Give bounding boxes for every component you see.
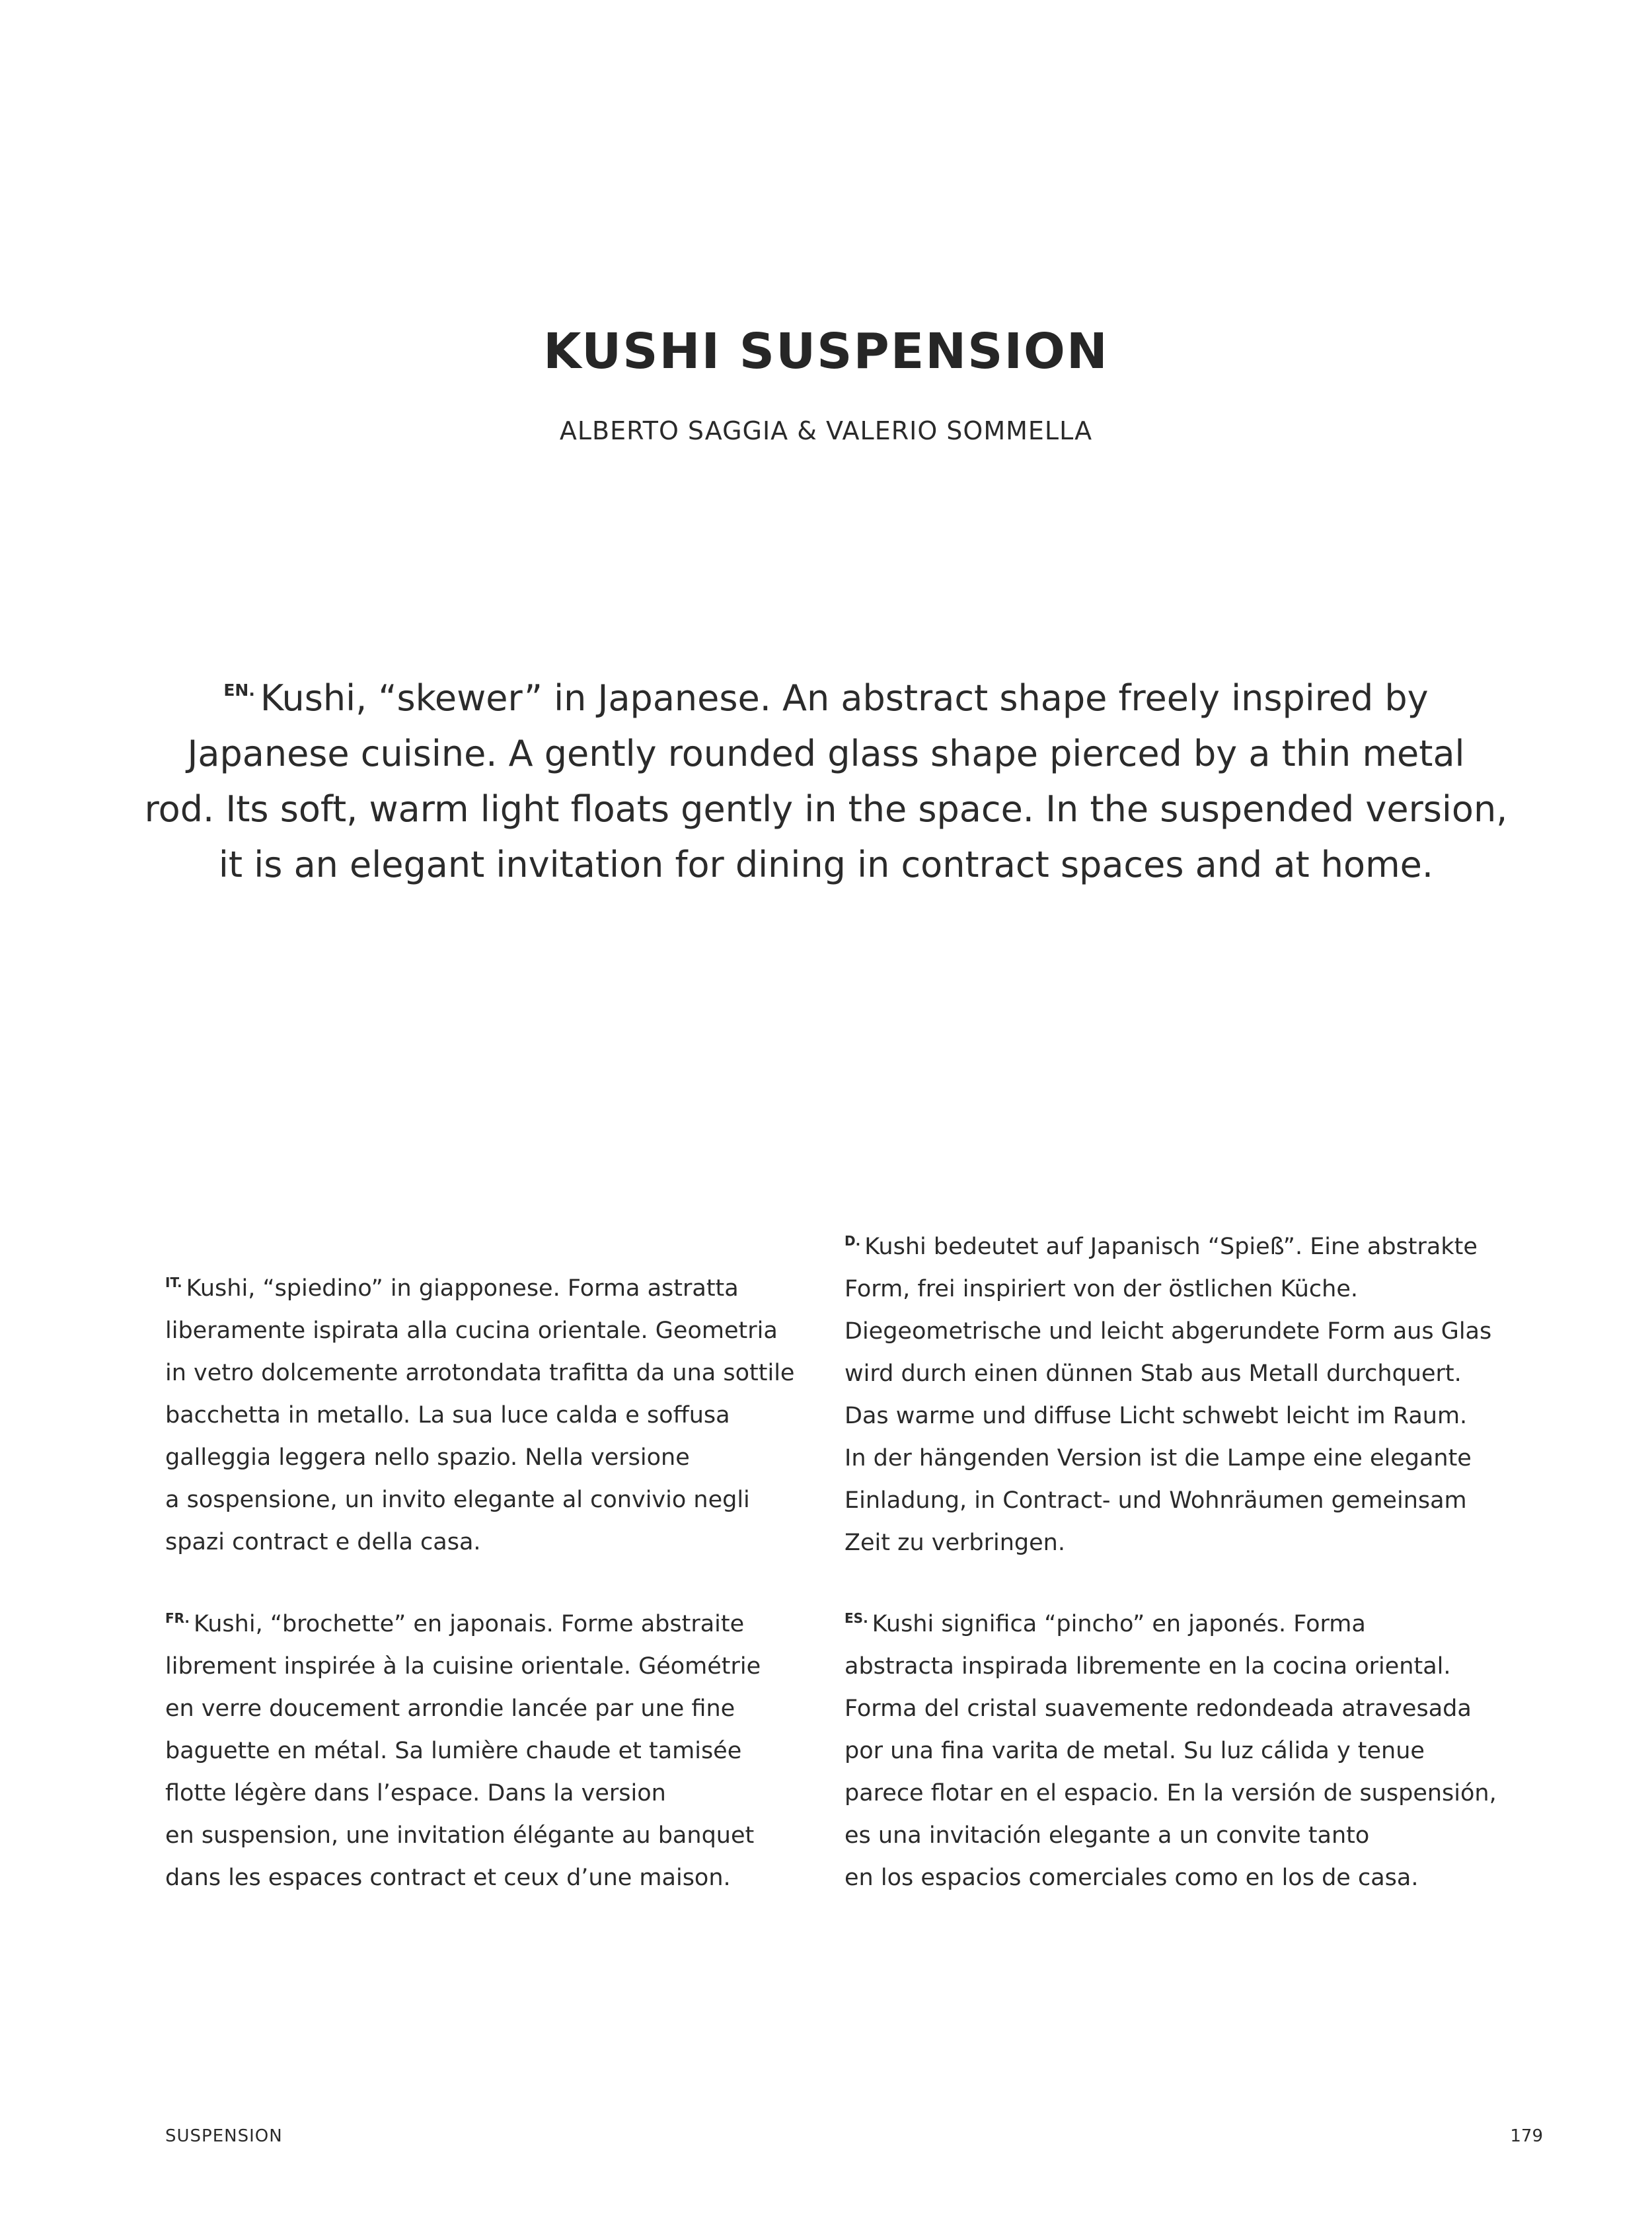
text-line: a sospensione, un invito elegante al convivio negli [165, 1487, 750, 1513]
text-line: Diegeometrische und leicht abgerundete Form aus Glas [845, 1318, 1492, 1345]
language-tag-fr: FR. [165, 1610, 190, 1626]
text-line: wird durch einen dünnen Stab aus Metall durchquert. [845, 1360, 1462, 1387]
description-french [165, 1597, 761, 1899]
intro-line: Japanese cuisine. A gently rounded glass shape pierced by a thin metal [187, 733, 1465, 774]
language-tag-es: ES. [845, 1610, 868, 1626]
text-line: Zeit zu verbringen. [845, 1530, 1065, 1556]
page-title: KUSHI SUSPENSION [543, 323, 1109, 380]
text-line: en suspension, une invitation élégante au banquet [165, 1822, 755, 1849]
text-line: Forma del cristal suavemente redondeada atravesada [845, 1695, 1472, 1722]
text-line: spazi contract e della casa. [165, 1529, 481, 1555]
text-line: $^{IT.}$ Kushi, “spiedino” in giapponese. Forma astratta [165, 1275, 739, 1302]
text-line: Einladung, in Contract- und Wohnräumen gemeinsam [845, 1487, 1467, 1514]
footer-section-label: SUSPENSION [165, 2126, 283, 2146]
text-line: es una invitación elegante a un convite tanto [845, 1822, 1370, 1849]
text-line: abstracta inspirada libremente en la cocina oriental. [845, 1653, 1451, 1680]
text-line: $^{FR.}$ Kushi, “brochette” en japonais. Forme abstraite [165, 1610, 745, 1637]
text-line: in vetro dolcemente arrotondata trafitta da una sottile [165, 1360, 795, 1386]
language-tag-d: D. [845, 1233, 861, 1249]
page-number: 179 [1510, 2126, 1543, 2146]
text-line: $^{D.}$ Kushi bedeutet auf Japanisch “Spieß”. Eine abstrakte [845, 1233, 1478, 1260]
intro-line: Kushi, “skewer” in Japanese. An abstract shape freely inspired by [260, 677, 1429, 719]
text-line: baguette en métal. Sa lumière chaude et tamisée [165, 1738, 742, 1764]
text-line: In der hängenden Version ist die Lampe eine elegante [845, 1445, 1472, 1471]
text-line: bacchetta in metallo. La sua luce calda e soffusa [165, 1402, 730, 1429]
language-tag-en: EN. [223, 681, 255, 700]
text-line: flotte légère dans l’espace. Dans la version [165, 1780, 666, 1806]
text-line: liberamente ispirata alla cucina orientale. Geometria [165, 1318, 778, 1344]
text-line: Das warme und diffuse Licht schwebt leicht im Raum. [845, 1403, 1468, 1429]
text-line: $^{ES.}$ Kushi significa “pincho” en japonés. Forma [845, 1610, 1366, 1637]
designer-credits: ALBERTO SAGGIA & VALERIO SOMMELLA [559, 416, 1093, 445]
text-line: en los espacios comerciales como en los de casa. [845, 1865, 1419, 1891]
text-line: por una fina varita de metal. Su luz cálida y tenue [845, 1738, 1425, 1764]
description-german [845, 1220, 1491, 1564]
text-line: dans les espaces contract et ceux d’une maison. [165, 1865, 731, 1891]
language-tag-it: IT. [165, 1275, 182, 1290]
text-line: Form, frei inspiriert von der östlichen Küche. [845, 1276, 1358, 1302]
intro-english [132, 663, 1520, 893]
text-line: parece flotar en el espacio. En la versión de suspensión, [845, 1780, 1497, 1806]
intro-line: it is an elegant invitation for dining in contract spaces and at home. [218, 844, 1434, 885]
description-spanish [845, 1597, 1497, 1899]
text-line: librement inspirée à la cuisine orientale. Géométrie [165, 1653, 761, 1680]
text-line: galleggia leggera nello spazio. Nella versione [165, 1444, 690, 1471]
description-italian [165, 1261, 794, 1563]
intro-line: rod. Its soft, warm light floats gently in the space. In the suspended version, [144, 788, 1508, 830]
text-line: en verre doucement arrondie lancée par une fine [165, 1695, 735, 1722]
